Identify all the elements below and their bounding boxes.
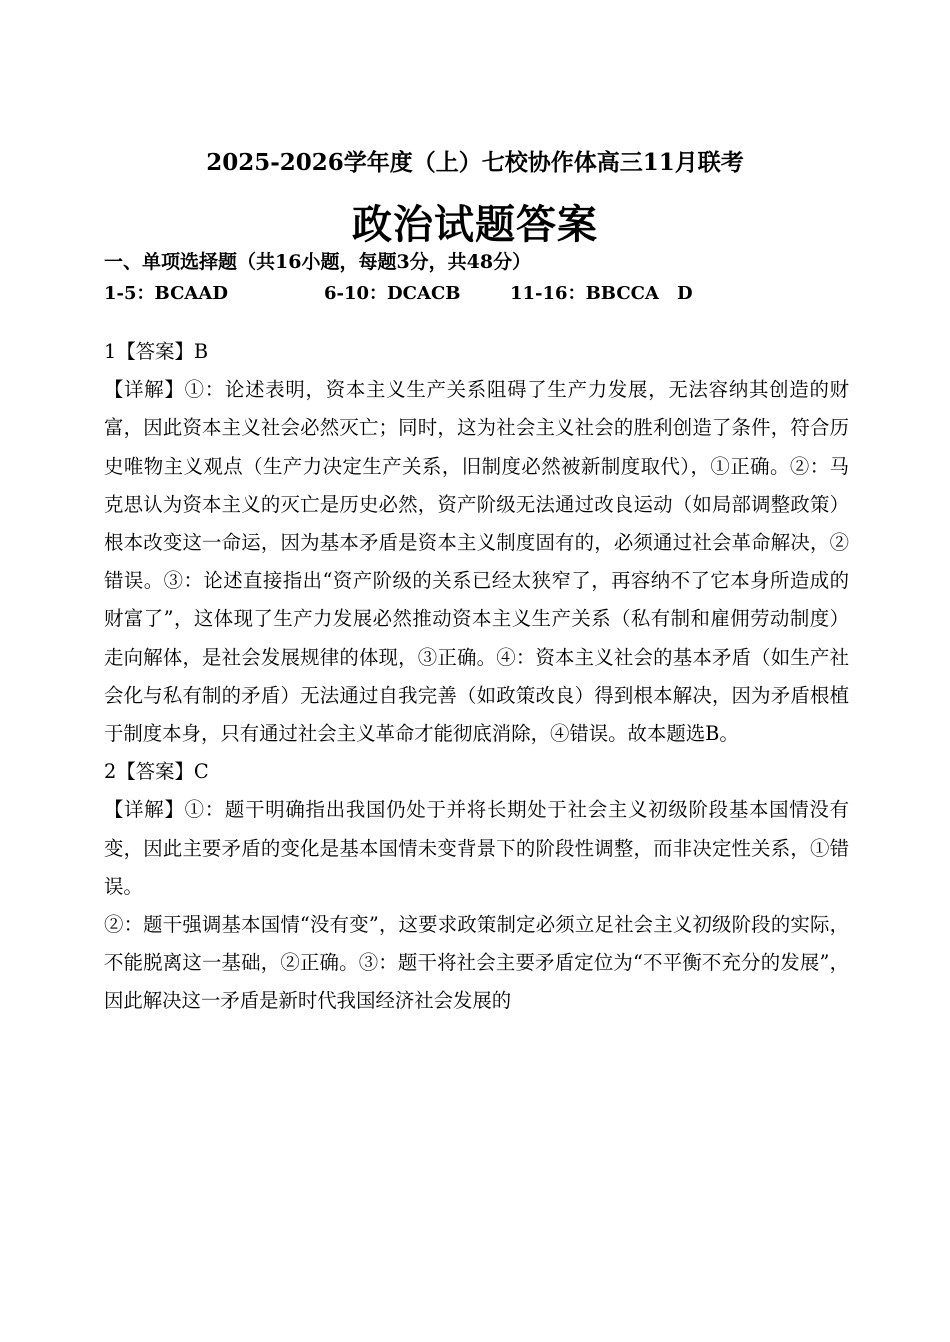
answer-key-group: 11-16：BBCCA D <box>510 283 693 304</box>
section-heading: 一、单项选择题（共16小题，每题3分，共48分） <box>104 251 532 273</box>
explanations <box>104 333 849 1021</box>
question-answer-line: 1【答案】B <box>104 340 209 363</box>
answer-key-group: 1-5：BCAAD <box>104 283 228 304</box>
subject-title: 政治试题答案 <box>352 201 598 248</box>
question-explanation: 【详解】①：论述表明，资本主义生产关系阻碍了生产力发展，无法容纳其创造的财富，因此资本主义社会必然灭亡；同时，这为社会主义社会的胜利创造了条件，符合历史唯物主义观点（生产力决定生产关系，旧制度必然被新制度取代），①正确。②：马克思认为资本主义的灭亡是历史必然，资产阶级无法通过改良运动（如局部调整政策）根本改变这一命运，因为基本矛盾是资本主义制度固有的，必须通过社会革命解决，②错误。③：论述直接指出“资产阶级的关系已经太狭窄了，再容纳不了它本身所造成的财富了”，这体现了生产力发展必然推动资本主义生产关系（私有制和雇佣劳动制度）走向解体，是社会发展规律的体现，③正确。④：资本主义社会的基本矛盾（如生产社会化与私有制的矛盾）无法通过自我完善（如政策改良）得到根本解决，因为矛盾根植于制度本身，只有通过社会主义革命才能彻底消除，④错误。故本题选B。 <box>104 378 849 746</box>
answer-key-group: 6-10：DCACB <box>324 283 461 304</box>
question-explanation: ②：题干强调基本国情“没有变”，这要求政策制定必须立足社会主义初级阶段的实际，不能脱离这一基础，②正确。③：题干将社会主要矛盾定位为“不平衡不充分的发展”，因此解决这一矛盾是新时代我国经济社会发展的 <box>104 913 849 1013</box>
question-explanation: 【详解】①：题干明确指出我国仍处于并将长期处于社会主义初级阶段基本国情没有变，因此主要矛盾的变化是基本国情未变背景下的阶段性调整，而非决定性关系，①错误。 <box>104 798 849 898</box>
exam-title: 2025-2026学年度（上）七校协作体高三11月联考 <box>206 149 744 176</box>
answer-key-row <box>104 279 804 309</box>
question-answer-line: 2【答案】C <box>104 760 209 784</box>
